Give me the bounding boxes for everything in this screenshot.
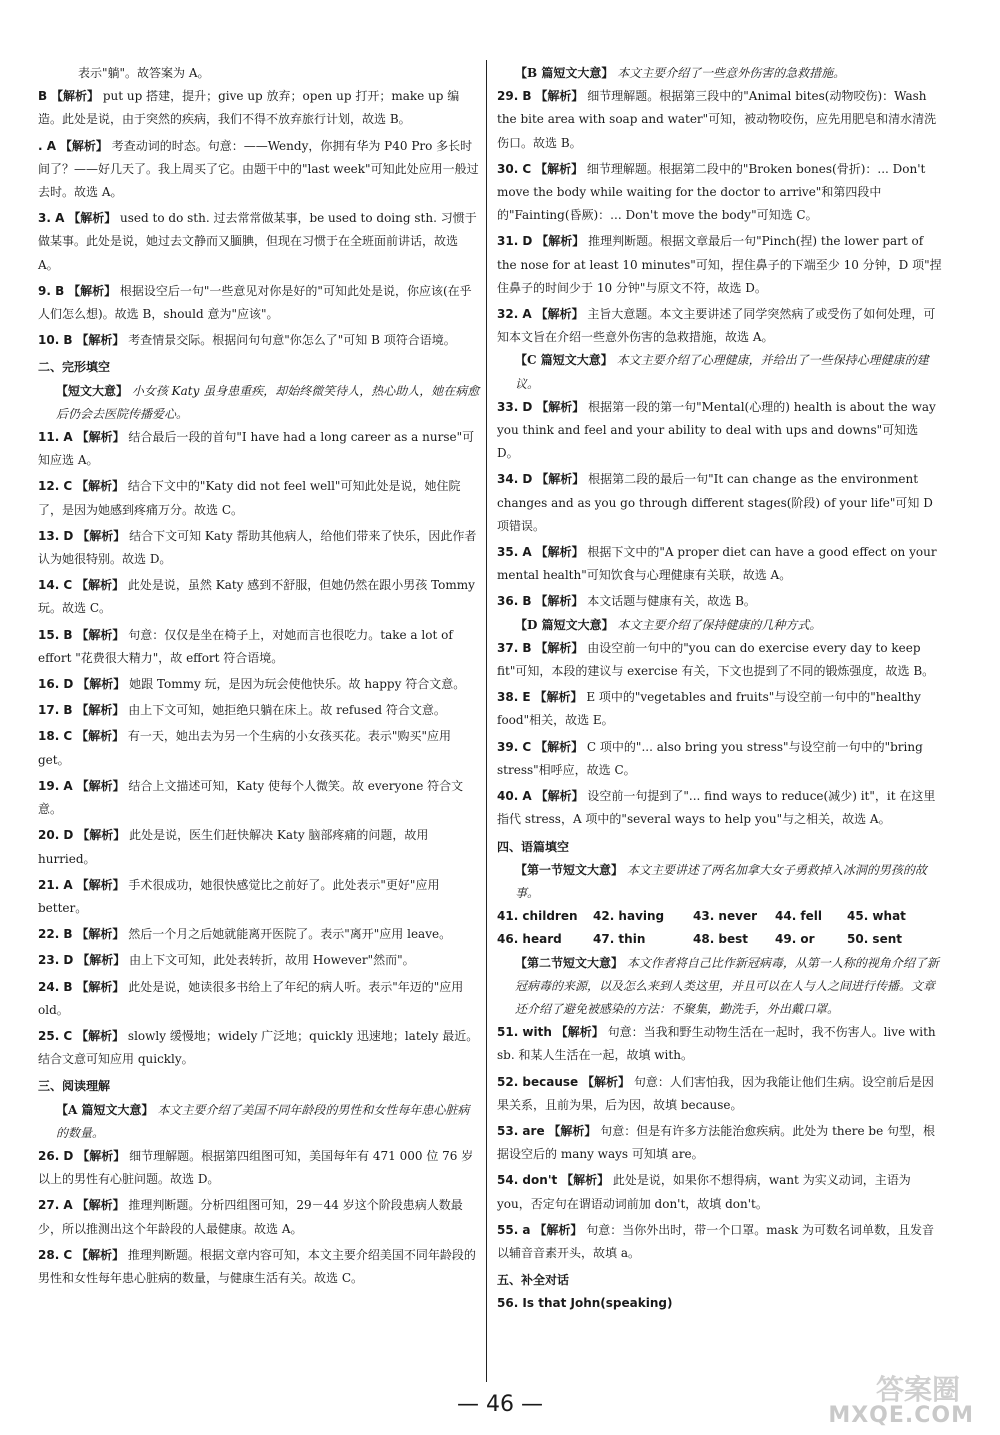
answer-item xyxy=(497,468,942,538)
analysis-text: 考查动词的时态。句意：——Wendy，你拥有华为 P40 Pro 多长时间了？——好几天了。我上周买了它。由题干中的"last week"可知此处应用一般过去时。故选 A。 xyxy=(38,138,479,200)
analysis-tag: 【解析】 xyxy=(76,927,125,942)
analysis-tag: 【解析】 xyxy=(76,729,125,744)
analysis-tag: 【解析】 xyxy=(561,1173,610,1188)
analysis-tag: 【解析】 xyxy=(536,399,585,414)
answer-number: . A xyxy=(38,138,57,153)
analysis-text: 由设空前一句中的"you can do exercise every day to keep fit"可知，本段的建议与 exercise 有关，下文也提到了不同的锻炼强度，故选 B。 xyxy=(497,640,935,679)
analysis-tag: 【解析】 xyxy=(555,1025,604,1040)
answer-number: 53. are xyxy=(497,1123,545,1138)
analysis-text: 推理判断题。分析四组图可知，29－44 岁这个阶段患病人数最少，所以推测出这个年龄段的人最健康。故选 A。 xyxy=(38,1198,463,1236)
analysis-tag: 【解析】 xyxy=(535,89,584,104)
analysis-text: 此处是说，医生们赶快解决 Katy 脑部疼痛的问题，故用 hurried。 xyxy=(38,828,429,866)
answer-number: 55. a xyxy=(497,1222,531,1237)
analysis-tag: 【解析】 xyxy=(76,877,125,892)
analysis-tag: 【解析】 xyxy=(536,234,585,249)
summary-text: 小女孩 Katy 虽身患重疾，却始终微笑待人，热心助人，她在病愈后仍会去医院传播爱心。 xyxy=(56,383,480,421)
fill-answer: 50. sent xyxy=(847,932,902,947)
analysis-tag: 【解析】 xyxy=(535,161,584,176)
analysis-text: 此处是说，她读很多书给上了年纪的病人听。表示"年迈的"应用 old。 xyxy=(38,979,464,1017)
answer-line: 56. Is that John(speaking) xyxy=(497,1296,673,1311)
analysis-tag: 【解析】 xyxy=(535,594,584,609)
analysis-text: 句意：但是有许多方法能治愈疾病。此处为 there be 句型，根据设空后的 many ways 可知填 are。 xyxy=(497,1123,935,1162)
passage-summary xyxy=(497,952,942,1022)
answer-number: 34. D xyxy=(497,472,533,487)
analysis-text: 她跟 Tommy 玩，是因为玩会使他快乐。故 happy 符合文意。 xyxy=(129,677,466,692)
analysis-tag: 【解析】 xyxy=(535,739,584,754)
watermark-logo xyxy=(804,1368,974,1428)
summary-text: 本文作者将自己比作新冠病毒，从第一人称的视角介绍了新冠病毒的来源，以及怎么来到人类这里，并且可以在人与人之间进行传播。文章还介绍了避免被感染的方法：不聚集，勤洗手，外出戴口罩。 xyxy=(515,955,939,1016)
answer-item xyxy=(497,1219,942,1265)
answer-item xyxy=(38,673,480,696)
fill-answer: 42. having xyxy=(593,909,665,924)
fill-answer: 44. fell xyxy=(775,909,823,924)
answer-item xyxy=(497,1120,942,1166)
analysis-text: 句意：当我和野生动物生活在一起时，我不伤害人。live with sb. 和某人生活在一起，故填 with。 xyxy=(497,1025,936,1063)
analysis-tag: 【解析】 xyxy=(77,528,126,543)
analysis-tag: 【解析】 xyxy=(534,690,583,705)
answer-number: 35. A xyxy=(497,545,532,560)
analysis-tag: 【解析】 xyxy=(76,627,125,642)
fill-answers-row xyxy=(497,905,942,928)
answer-item xyxy=(38,1244,480,1290)
analysis-text: 结合下文可知 Katy 帮助其他病人，给他们带来了快乐，因此作者认为她很特别。故选 D。 xyxy=(38,528,477,567)
answer-item xyxy=(38,824,480,870)
summary-title: 【第二节短文大意】 xyxy=(515,955,624,970)
page-number: — 46 — xyxy=(457,1392,543,1417)
answer-item xyxy=(38,85,480,131)
answer-number: 28. C xyxy=(38,1247,73,1262)
analysis-tag: 【解析】 xyxy=(535,789,584,804)
summary-title: 【A 篇短文大意】 xyxy=(56,1102,154,1117)
answer-number: 36. B xyxy=(497,594,532,609)
summary-text: 本文主要讲述了两名加拿大女子勇救掉入冰洞的男孩的故事。 xyxy=(515,862,927,900)
analysis-text: 考查情景交际。根据问句句意"你怎么了"可知 B 项符合语境。 xyxy=(128,333,456,348)
fill-answers-row xyxy=(497,928,942,951)
passage-summary xyxy=(497,349,942,395)
answer-item xyxy=(38,329,480,352)
analysis-text: 细节理解题。根据第四组图可知，美国每年有 471 000 位 76 岁以上的男性有心脏问题。故选 D。 xyxy=(38,1148,474,1187)
analysis-text: 根据第一段的第一句"Mental(心理的) health is about the way you think and feel and your ability to deal with ups and downs"可知选 D。 xyxy=(497,399,936,461)
analysis-tag: 【解析】 xyxy=(535,307,584,322)
answer-item xyxy=(38,574,480,620)
fill-answer: 47. thin xyxy=(593,932,646,947)
answer-number: 19. A xyxy=(38,778,73,793)
analysis-text: 然后一个月之后她就能离开医院了。表示"离开"应用 leave。 xyxy=(128,927,452,942)
analysis-tag: 【解析】 xyxy=(548,1123,597,1138)
answer-number: 13. D xyxy=(38,528,74,543)
analysis-text: put up 搭建，提升；give up 放弃；open up 打开；make up 编造。此处是说，由于突然的疾病，我们不得不放弃旅行计划，故选 B。 xyxy=(38,89,460,127)
right-column xyxy=(497,62,942,1316)
analysis-tag: 【解析】 xyxy=(76,430,125,445)
analysis-text: 根据下文中的"A proper diet can have a good effect on your mental health"可知饮食与心理健康有关联，故选 A。 xyxy=(497,545,937,583)
analysis-tag: 【解析】 xyxy=(76,479,125,494)
answer-number: 17. B xyxy=(38,703,73,718)
answer-item xyxy=(38,949,480,972)
analysis-tag: 【解析】 xyxy=(76,578,125,593)
answer-item xyxy=(38,624,480,670)
answer-item xyxy=(38,923,480,946)
answer-number: 54. don't xyxy=(497,1173,558,1188)
answer-number: 23. D xyxy=(38,953,74,968)
answer-item xyxy=(38,280,480,326)
fill-answer: 46. heard xyxy=(497,932,562,947)
analysis-tag: 【解析】 xyxy=(76,1198,125,1213)
analysis-text: 句意：人们害怕我，因为我能让他们生病。设空前后是因果关系，且前为果，后为因，故填 because。 xyxy=(497,1074,934,1112)
answer-number: 22. B xyxy=(38,927,73,942)
analysis-tag: 【解析】 xyxy=(59,138,108,153)
answer-item xyxy=(497,85,942,155)
left-column xyxy=(38,62,480,1290)
answer-number: 38. E xyxy=(497,690,531,705)
answer-number: 14. C xyxy=(38,578,73,593)
fill-answer: 41. children xyxy=(497,909,578,924)
analysis-text: 结合上文描述可知，Katy 使每个人微笑。故 everyone 符合文意。 xyxy=(38,778,464,817)
passage-summary xyxy=(497,859,942,905)
summary-text: 本文主要介绍了保持健康的几种方式。 xyxy=(617,617,822,632)
answer-number: 21. A xyxy=(38,877,73,892)
analysis-text: 由上下文可知，此处表转折，故用 However"然而"。 xyxy=(129,953,415,968)
analysis-tag: 【解析】 xyxy=(68,283,117,298)
answer-item xyxy=(497,158,942,228)
answer-number: 26. D xyxy=(38,1148,74,1163)
analysis-text: 句意：仅仅是坐在椅子上，对她而言也很吃力。take a lot of effort "花费很大精力"，故 effort 符合语境。 xyxy=(38,627,453,665)
section-heading: 二、完形填空 xyxy=(38,360,111,375)
analysis-tag: 【解析】 xyxy=(535,640,584,655)
summary-title: 【短文大意】 xyxy=(56,383,129,398)
answer-number: 15. B xyxy=(38,627,73,642)
section-heading: 三、阅读理解 xyxy=(38,1079,111,1094)
analysis-tag: 【解析】 xyxy=(77,1148,126,1163)
fill-answer: 45. what xyxy=(847,909,906,924)
analysis-text: 结合最后一段的首句"I have had a long career as a nurse"可知应选 A。 xyxy=(38,430,475,468)
analysis-text: 根据第二段的最后一句"It can change as the environment changes and as you go through different stages(阶段) of your life"可知 D 项错误。 xyxy=(497,472,933,533)
answer-number: 27. A xyxy=(38,1198,73,1213)
passage-summary xyxy=(497,614,942,637)
analysis-text: used to do sth. 过去常常做某事，be used to doing sth. 习惯于做某事。此处是说，她过去文静而又腼腆，但现在习惯于在全班面前讲话，故选 A。 xyxy=(38,211,477,272)
answer-item xyxy=(38,475,480,521)
summary-text: 本文主要介绍了心理健康，并给出了一些保持心理健康的建议。 xyxy=(515,353,929,391)
answer-number: 31. D xyxy=(497,234,533,249)
analysis-text: 句意：当你外出时，带一个口罩。mask 为可数名词单数，且发音以辅音音素开头，故填 a。 xyxy=(497,1222,934,1260)
answer-number: 39. C xyxy=(497,739,532,754)
analysis-tag: 【解析】 xyxy=(76,979,125,994)
analysis-text: 设空前一句提到了"... find ways to reduce(减少) it"，it 在这里指代 stress，A 项中的"several ways to help you"与之相关，故选 A。 xyxy=(497,789,936,827)
analysis-text: 此处是说，虽然 Katy 感到不舒服，但她仍然在跟小男孩 Tommy 玩。故选 C。 xyxy=(38,578,475,616)
section-heading: 四、语篇填空 xyxy=(497,839,570,854)
answer-number: B xyxy=(38,89,48,104)
answer-number: 25. C xyxy=(38,1028,73,1043)
answer-item xyxy=(38,135,480,205)
answer-number: 16. D xyxy=(38,677,74,692)
answer-item xyxy=(38,976,480,1022)
analysis-text: 此处是说，如果你不想得病，want 为实义动词，主语为 you，否定句在谓语动词前加 don't，故填 don't。 xyxy=(497,1173,911,1211)
answer-item xyxy=(38,725,480,771)
answer-number: 11. A xyxy=(38,430,73,445)
answer-number: 18. C xyxy=(38,729,73,744)
answer-number: 40. A xyxy=(497,789,532,804)
answer-item xyxy=(497,303,942,349)
analysis-text: 推理判断题。根据文章最后一句"Pinch(捏) the lower part of the nose for at least 10 minutes"可知，捏住鼻子的下端至少 10 分钟，D 项"捏住鼻子的时间少于 10 分钟"与原文不符，故选 D。 xyxy=(497,234,942,295)
analysis-text: slowly 缓慢地；widely 广泛地；quickly 迅速地；lately 最近。结合文意可知应用 quickly。 xyxy=(38,1028,479,1067)
answer-item xyxy=(38,1145,480,1191)
passage-summary xyxy=(38,1099,480,1145)
answer-number: 32. A xyxy=(497,307,532,322)
passage-summary xyxy=(38,380,480,426)
answer-item xyxy=(38,207,480,277)
analysis-text: 由上下文可知，她拒绝只躺在床上。故 refused 符合文意。 xyxy=(128,703,446,718)
summary-title: 【第一节短文大意】 xyxy=(515,862,624,877)
analysis-tag: 【解析】 xyxy=(76,703,125,718)
answer-item xyxy=(497,686,942,732)
summary-title: 【D 篇短文大意】 xyxy=(515,617,614,632)
analysis-text: 根据设空后一句"一些意见对你是好的"可知此处是说，你应该(在乎人们怎么想)。故选 B，should 意为"应该"。 xyxy=(38,283,472,322)
analysis-text: 手术很成功，她很快感觉比之前好了。此处表示"更好"应用 better。 xyxy=(38,877,440,915)
answer-number: 10. B xyxy=(38,333,73,348)
analysis-tag: 【解析】 xyxy=(77,953,126,968)
answer-item xyxy=(38,426,480,472)
answer-item xyxy=(38,1194,480,1240)
answer-number: 51. with xyxy=(497,1025,552,1040)
analysis-text: 本文话题与健康有关，故选 B。 xyxy=(587,594,756,609)
answer-item xyxy=(38,1025,480,1071)
answer-item xyxy=(38,874,480,920)
summary-title: 【B 篇短文大意】 xyxy=(515,66,614,80)
answer-item xyxy=(497,785,942,831)
analysis-tag: 【解析】 xyxy=(76,778,125,793)
summary-text: 本文主要介绍了一些意外伤害的急救措施。 xyxy=(617,66,846,80)
analysis-text: 细节理解题。根据第三段中的"Animal bites(动物咬伤)：Wash the bite area with soap and water"可知，被动物咬伤，应先用肥皂和清水清洗伤口。故选 B。 xyxy=(497,89,937,150)
analysis-tag: 【解析】 xyxy=(77,828,126,843)
passage-summary xyxy=(497,62,942,85)
analysis-tag: 【解析】 xyxy=(76,333,125,348)
summary-text: 本文主要介绍了美国不同年龄段的男性和女性每年患心脏病的数量。 xyxy=(56,1102,470,1140)
answer-item xyxy=(38,525,480,571)
answer-number: 20. D xyxy=(38,828,74,843)
watermark-title: 答案圈 xyxy=(875,1373,960,1406)
analysis-tag: 【解析】 xyxy=(76,1028,125,1043)
answer-number: 52. because xyxy=(497,1074,579,1089)
analysis-text: 主旨大意题。本文主要讲述了同学突然病了或受伤了如何处理，可知本文旨在介绍一些意外伤害的急救措施，故选 A。 xyxy=(497,307,936,345)
analysis-text: C 项中的"... also bring you stress"与设空前一句中的"bring stress"相呼应，故选 C。 xyxy=(497,739,923,777)
answer-number: 3. A xyxy=(38,211,65,226)
analysis-text: 有一天，她出去为另一个生病的小女孩买花。表示"购买"应用 get。 xyxy=(38,729,451,767)
fill-answer: 49. or xyxy=(775,932,815,947)
answer-item xyxy=(497,396,942,466)
analysis-tag: 【解析】 xyxy=(68,211,117,226)
answer-number: 37. B xyxy=(497,640,532,655)
analysis-tag: 【解析】 xyxy=(76,1247,125,1262)
answer-item xyxy=(38,699,480,722)
answer-item xyxy=(497,1021,942,1067)
analysis-text: 细节理解题。根据第二段中的"Broken bones(骨折)：... Don't move the body while waiting for the doctor to arrive"和第四段中的"Fainting(昏厥)：... Don't move the body"可知选 C。 xyxy=(497,161,926,223)
answer-item xyxy=(497,590,942,613)
analysis-tag: 【解析】 xyxy=(534,1222,583,1237)
answer-number: 30. C xyxy=(497,161,532,176)
summary-title: 【C 篇短文大意】 xyxy=(515,353,613,368)
watermark-url: MXQE.COM xyxy=(828,1403,974,1428)
column-divider xyxy=(486,60,487,1382)
answer-item xyxy=(497,541,942,587)
answer-item xyxy=(497,736,942,782)
analysis-text: 结合下文中的"Katy did not feel well"可知此处是说，她住院了，是因为她感到疼痛万分。故选 C。 xyxy=(38,479,461,517)
analysis-text: E 项中的"vegetables and fruits"与设空前一句中的"healthy food"相关，故选 E。 xyxy=(497,690,921,728)
continued-text: 表示"躺"。故答案为 A。 xyxy=(78,66,210,80)
analysis-tag: 【解析】 xyxy=(77,677,126,692)
answer-item xyxy=(38,775,480,821)
answer-number: 9. B xyxy=(38,283,65,298)
answer-item xyxy=(497,1169,942,1215)
analysis-tag: 【解析】 xyxy=(582,1074,631,1089)
answer-item xyxy=(497,1071,942,1117)
answer-item xyxy=(497,230,942,300)
analysis-tag: 【解析】 xyxy=(536,472,585,487)
answer-number: 29. B xyxy=(497,89,532,104)
section-heading: 五、补全对话 xyxy=(497,1273,570,1288)
fill-answer: 43. never xyxy=(693,909,757,924)
answer-number: 24. B xyxy=(38,979,73,994)
answer-item xyxy=(497,637,942,683)
analysis-tag: 【解析】 xyxy=(535,545,584,560)
answer-number: 12. C xyxy=(38,479,73,494)
analysis-text: 推理判断题。根据文章内容可知，本文主要介绍美国不同年龄段的男性和女性每年患心脏病的数量，与健康生活有关。故选 C。 xyxy=(38,1247,476,1285)
answer-number: 33. D xyxy=(497,399,533,414)
analysis-tag: 【解析】 xyxy=(50,89,99,104)
fill-answer: 48. best xyxy=(693,932,749,947)
